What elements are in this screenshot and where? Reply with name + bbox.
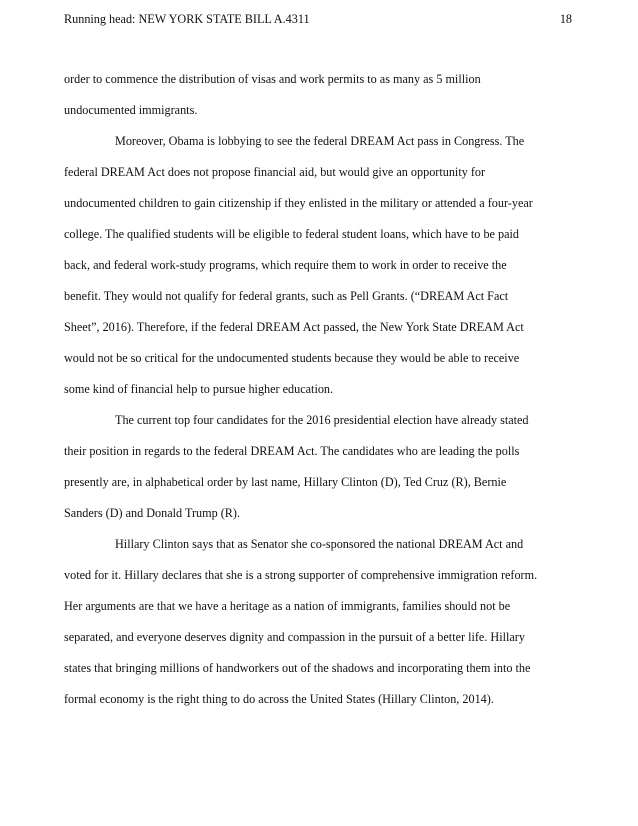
paragraph-first-line: The current top four candidates for the 2016 presidential election have already stated [115,413,529,427]
text-line: states that bringing millions of handworkers out of the shadows and incorporating them into the [64,661,531,675]
running-head: Running head: NEW YORK STATE BILL A.4311 [64,12,310,26]
text-line: some kind of financial help to pursue higher education. [64,382,334,396]
text-line: Sanders (D) and Donald Trump (R). [64,506,241,520]
text-line: federal DREAM Act does not propose financial aid, but would give an opportunity for [64,165,486,179]
text-line: formal economy is the right thing to do across the United States (Hillary Clinton, 2014). [64,692,494,706]
paragraph-first-line: Hillary Clinton says that as Senator she co-sponsored the national DREAM Act and [115,537,524,551]
text-line: separated, and everyone deserves dignity and compassion in the pursuit of a better life. Hillary [64,630,525,644]
text-line: would not be so critical for the undocumented students because they would be able to receive [64,351,520,365]
page-number: 18 [559,12,572,26]
text-line: college. The qualified students will be eligible to federal student loans, which have to be paid [64,227,519,241]
text-line: order to commence the distribution of visas and work permits to as many as 5 million [64,72,481,86]
text-line: voted for it. Hillary declares that she is a strong supporter of comprehensive immigration reform. [64,568,538,582]
text-line: Her arguments are that we have a heritage as a nation of immigrants, families should not be [64,599,511,613]
text-line: undocumented children to gain citizenship if they enlisted in the military or attended a four-year [64,196,533,210]
text-line: presently are, in alphabetical order by last name, Hillary Clinton (D), Ted Cruz (R), Bernie [64,475,507,489]
text-line: undocumented immigrants. [64,103,198,117]
text-line: Sheet”, 2016). Therefore, if the federal DREAM Act passed, the New York State DREAM Act [64,320,524,334]
paragraph-first-line: Moreover, Obama is lobbying to see the federal DREAM Act pass in Congress. The [115,134,525,148]
text-line: benefit. They would not qualify for federal grants, such as Pell Grants. (“DREAM Act Fact [64,289,509,303]
page-header [64,9,572,29]
text-line: back, and federal work-study programs, which require them to work in order to receive the [64,258,507,272]
text-line: their position in regards to the federal DREAM Act. The candidates who are leading the polls [64,444,520,458]
